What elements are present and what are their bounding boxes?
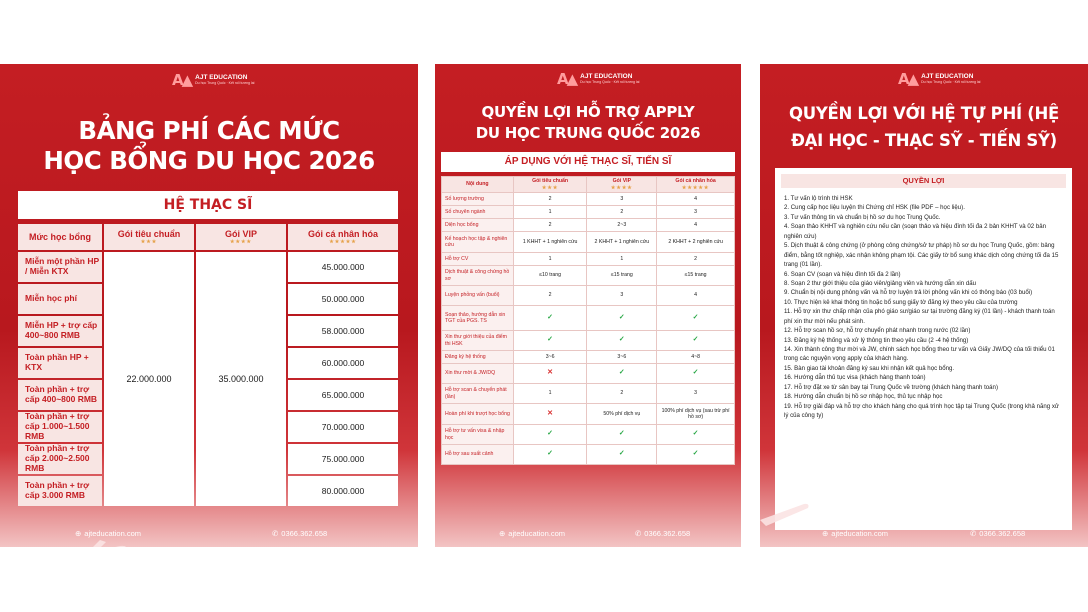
table-row: [442, 351, 735, 364]
panel1-title-line2: HỌC BỔNG DU HỌC 2026: [43, 146, 375, 175]
brand-name: AJT EDUCATION: [195, 73, 248, 81]
vip-fee: 35.000.000: [196, 252, 286, 506]
table-row: [442, 331, 735, 351]
benefit-value: 50% phí dịch vụ: [587, 404, 657, 425]
brand-logo: A▲ AJT EDUCATION Du học Trung Quốc · Kết nối tương lai: [557, 70, 640, 88]
check-icon: ✓: [587, 331, 657, 351]
check-icon: ✓: [587, 306, 657, 331]
list-item: 6. Soạn CV (soạn và hiệu đính tối đa 2 lần): [784, 270, 901, 278]
table-row: [442, 306, 735, 331]
scholarship-level-label: Toàn phần + trợ cấp 3.000 RMB: [18, 476, 102, 506]
benefit-value: 2~3: [587, 219, 657, 232]
benefit-value: 3: [587, 286, 657, 306]
list-item: 13. Đăng ký hệ thống và xử lý thông tin theo yêu cầu (2 -4 hệ thống): [784, 336, 969, 344]
check-icon: ✓: [513, 306, 587, 331]
benefit-value: 3~6: [587, 351, 657, 364]
check-icon: ✓: [513, 445, 587, 465]
list-item: 9. Chuẩn bị nội dung phỏng vấn và hỗ trợ luyện trả lời phỏng vấn khi có thông báo (03 buổi): [784, 289, 1033, 297]
list-item: 2. Cung cấp học liệu luyện thi Chứng chỉ HSK (file PDF – học liệu).: [784, 204, 965, 212]
benefit-label: Hoàn phí khi trượt học bổng: [442, 404, 514, 425]
benefit-label: Đăng ký hệ thống: [442, 351, 514, 364]
col-header-standard: Gói tiêu chuẩn ★★★: [104, 224, 194, 250]
footer-website[interactable]: ⊕ ajteducation.com: [75, 529, 141, 538]
table-row: [442, 364, 735, 384]
benefit-label: Hỗ trợ tư vấn visa & nhập học: [442, 425, 514, 445]
panel2-title-line1: QUYỀN LỢI HỖ TRỢ APPLY: [481, 103, 695, 121]
benefit-label: Dịch thuật & công chứng hồ sơ: [442, 266, 514, 286]
benefit-value: 100% phí dịch vụ (sau trừ phí hồ sơ): [657, 404, 735, 425]
benefit-value: ≤15 trang: [657, 266, 735, 286]
benefit-value: 4~8: [657, 351, 735, 364]
benefit-label: Số chuyên ngành: [442, 206, 514, 219]
col-header-scholarship: Mức học bổng: [18, 224, 102, 250]
check-icon: ✓: [513, 425, 587, 445]
col-header-personalized: Gói cá nhân hóa ★★★★★: [657, 177, 735, 193]
benefit-label: Xin thư giới thiệu của điểm thi HSK: [442, 331, 514, 351]
benefits-list: [775, 188, 1072, 421]
panel3-title-line1: QUYỀN LỢI VỚI HỆ TỰ PHÍ (HỆ: [789, 104, 1059, 123]
level-header: HỆ THẠC SĨ: [18, 191, 398, 219]
table-row: [442, 206, 735, 219]
footer-phone[interactable]: ✆ 0366.362.658: [272, 529, 328, 538]
check-icon: ✓: [657, 364, 735, 384]
col-header-personalized: Gói cá nhân hóa ★★★★★: [288, 224, 398, 250]
list-item: 16. Hướng dẫn thủ tục visa (khách hàng thanh toán): [784, 374, 926, 382]
benefit-value: 1: [513, 253, 587, 266]
table-row: [442, 404, 735, 425]
list-item: 1. Tư vấn lộ trình thi HSK: [784, 195, 853, 202]
check-icon: ✓: [657, 425, 735, 445]
scholarship-level-label: Toàn phần + trợ cấp 400~800 RMB: [18, 380, 102, 410]
airplane-icon: [60, 540, 130, 547]
benefit-value: 1: [513, 384, 587, 404]
benefit-label: Soạn thảo, hướng dẫn xin TGT của PGS. TS: [442, 306, 514, 331]
scholarship-level-label: Miễn một phần HP / Miễn KTX: [18, 252, 102, 282]
benefit-value: 2 KHHT + 1 nghiên cứu: [587, 232, 657, 253]
personalized-fee: 58.000.000: [288, 316, 398, 346]
ajt-logo-icon: A▲: [172, 71, 192, 89]
panel1-title-line1: BẢNG PHÍ CÁC MỨC: [78, 116, 340, 145]
standard-fee: 22.000.000: [104, 252, 194, 506]
ajt-logo-icon: A▲: [898, 70, 918, 88]
fee-table-panel: [0, 64, 418, 547]
footer-website[interactable]: ⊕ ajteducation.com: [499, 529, 565, 538]
benefit-label: Số lượng trường: [442, 193, 514, 206]
benefit-value: 2 KHHT + 2 nghiên cứu: [657, 232, 735, 253]
check-icon: ✓: [587, 445, 657, 465]
personalized-fee: 65.000.000: [288, 380, 398, 410]
panel2-title-line2: DU HỌC TRUNG QUỐC 2026: [475, 124, 701, 142]
benefit-value: 2: [657, 253, 735, 266]
globe-icon: ⊕: [75, 529, 82, 538]
list-item: 14. Xin thành công thư mời và JW, chính sách học bổng theo tư vấn và Giấy JW/DQ của tối thiểu 01 trong các nguyện vọng apply của khách hàng.: [784, 346, 1055, 363]
footer-phone[interactable]: ✆ 0366.362.658: [635, 529, 691, 538]
phone-icon: ✆: [970, 529, 977, 538]
list-item: 15. Bàn giao tài khoản đăng ký sau khi nhận kết quả học bổng.: [784, 364, 955, 372]
cross-icon: ✕: [513, 364, 587, 384]
benefit-label: Xin thư mời & JW/DQ: [442, 364, 514, 384]
footer-website[interactable]: ⊕ ajteducation.com: [822, 529, 888, 538]
list-item: 3. Tư vấn thông tin và chuẩn bị hồ sơ du học Trung Quốc.: [784, 213, 941, 221]
cross-icon: ✕: [513, 404, 587, 425]
benefit-label: Hỗ trợ CV: [442, 253, 514, 266]
benefit-value: 1: [513, 206, 587, 219]
apply-scope-banner: ÁP DỤNG VỚI HỆ THẠC SĨ, TIẾN SĨ: [441, 152, 735, 172]
self-funded-benefits-panel: [760, 64, 1088, 547]
benefit-label: Diện học bổng: [442, 219, 514, 232]
list-item: 17. Hỗ trợ đặt xe từ sân bay tại Trung Quốc về trường (khách hàng thanh toán): [784, 383, 998, 391]
personalized-fee: 80.000.000: [288, 476, 398, 506]
table-header-row: [442, 177, 735, 193]
check-icon: ✓: [513, 331, 587, 351]
phone-icon: ✆: [272, 529, 279, 538]
benefit-value: 4: [657, 286, 735, 306]
panel3-title-line2: ĐẠI HỌC - THẠC SỸ - TIẾN SỸ): [791, 131, 1057, 150]
benefit-value: ≤15 trang: [587, 266, 657, 286]
personalized-fee: 45.000.000: [288, 252, 398, 282]
scholarship-level-label: Toàn phần HP + KTX: [18, 348, 102, 378]
check-icon: ✓: [657, 445, 735, 465]
table-row: [442, 232, 735, 253]
table-row: [442, 425, 735, 445]
benefit-value: 1: [587, 253, 657, 266]
list-item: 19. Hỗ trợ giải đáp và hỗ trợ cho khách hàng cho quá trình học tập tại Trung Quốc (trong khả năng xử lý của công ty): [784, 402, 1059, 420]
benefit-value: 3: [657, 384, 735, 404]
table-row: [442, 193, 735, 206]
list-item: 4. Soạn thảo KHHT và nghiên cứu nếu cần (soạn thảo và hiệu đính tối đa 2 bản KHHT và 02 bản nghiên cứu): [784, 223, 1046, 240]
globe-icon: ⊕: [499, 529, 506, 538]
benefits-box-header: QUYỀN LỢI: [781, 174, 1066, 188]
scholarship-level-label: Miễn học phí: [18, 284, 102, 314]
benefit-value: 2: [513, 219, 587, 232]
apply-benefits-panel: [435, 64, 741, 547]
benefit-value: 4: [657, 219, 735, 232]
brand-logo: [172, 71, 254, 89]
benefit-value: 3: [587, 193, 657, 206]
benefit-value: 2: [587, 384, 657, 404]
phone-icon: ✆: [635, 529, 642, 538]
list-item: 11. Hỗ trợ xin thư chấp nhận của phó giáo sư/giáo sư tại trường đăng ký (01 lần) - khách thanh toán phí xin thư mời nếu phát sinh.: [784, 308, 1055, 325]
benefit-label: Hỗ trợ scan & chuyển phát (lần): [442, 384, 514, 404]
scholarship-level-label: Toàn phần + trợ cấp 1.000~1.500 RMB: [18, 412, 102, 442]
fee-table: [18, 191, 398, 547]
benefits-table: [441, 176, 735, 465]
benefit-value: 4: [657, 193, 735, 206]
ajt-logo-icon: A▲: [557, 70, 577, 88]
personalized-fee: 60.000.000: [288, 348, 398, 378]
benefit-value: 2: [513, 193, 587, 206]
scholarship-level-label: Toàn phần + trợ cấp 2.000~2.500 RMB: [18, 444, 102, 474]
check-icon: ✓: [587, 425, 657, 445]
globe-icon: ⊕: [822, 529, 829, 538]
table-row: [442, 384, 735, 404]
table-row: [442, 445, 735, 465]
benefit-value: 2: [513, 286, 587, 306]
scholarship-level-label: Miễn HP + trợ cấp 400~800 RMB: [18, 316, 102, 346]
list-item: 10. Thực hiện kê khai thông tin hoặc bổ sung giấy tờ đăng ký theo yêu cầu của trường: [784, 298, 1018, 306]
list-item: 5. Dịch thuật & công chứng (ở phòng công chứng/sở tư pháp) hồ sơ du học Trung Quốc, gồm: bảng điểm, bằng tốt nghiệp, xác nhận không phạm tội. Các giấy tờ bổ sung khác dịch công chứng tối đa 15 trang (01 lần).: [784, 242, 1059, 269]
benefit-label: Kế hoạch học tập & nghiên cứu: [442, 232, 514, 253]
check-icon: ✓: [657, 306, 735, 331]
table-row: [442, 253, 735, 266]
benefit-value: 3~6: [513, 351, 587, 364]
benefit-label: Luyện phỏng vấn (buổi): [442, 286, 514, 306]
col-header-content: Nội dung: [442, 177, 514, 193]
footer-phone[interactable]: ✆ 0366.362.658: [970, 529, 1026, 538]
airplane-icon: [760, 498, 810, 526]
benefits-box: [775, 168, 1072, 530]
personalized-fee: 50.000.000: [288, 284, 398, 314]
check-icon: ✓: [587, 364, 657, 384]
list-item: 18. Hướng dẫn chuẩn bị hồ sơ nhập học, thủ tục nhập học: [784, 393, 943, 401]
benefit-label: Hỗ trợ sau xuất cảnh: [442, 445, 514, 465]
benefit-value: 3: [657, 206, 735, 219]
personalized-fee: 70.000.000: [288, 412, 398, 442]
col-header-vip: Gói VIP ★★★★: [587, 177, 657, 193]
personalized-fee: 75.000.000: [288, 444, 398, 474]
list-item: 12. Hỗ trợ scan hồ sơ, hỗ trợ chuyển phát nhanh trong nước (02 lần): [784, 327, 971, 335]
col-header-standard: Gói tiêu chuẩn ★★★: [513, 177, 587, 193]
table-row: [442, 219, 735, 232]
benefit-value: 2: [587, 206, 657, 219]
col-header-vip: Gói VIP ★★★★: [196, 224, 286, 250]
table-row: [442, 266, 735, 286]
brand-tagline: Du học Trung Quốc · Kết nối tương lai: [195, 81, 255, 85]
benefit-value: 1 KHHT + 1 nghiên cứu: [513, 232, 587, 253]
brand-logo: A▲ AJT EDUCATION Du học Trung Quốc · Kết nối tương lai: [898, 70, 981, 88]
benefit-value: ≤10 trang: [513, 266, 587, 286]
list-item: 8. Soạn 2 thư giới thiệu của giáo viên/giảng viên và hướng dẫn xin dấu: [784, 279, 976, 287]
table-row: [442, 286, 735, 306]
check-icon: ✓: [657, 331, 735, 351]
